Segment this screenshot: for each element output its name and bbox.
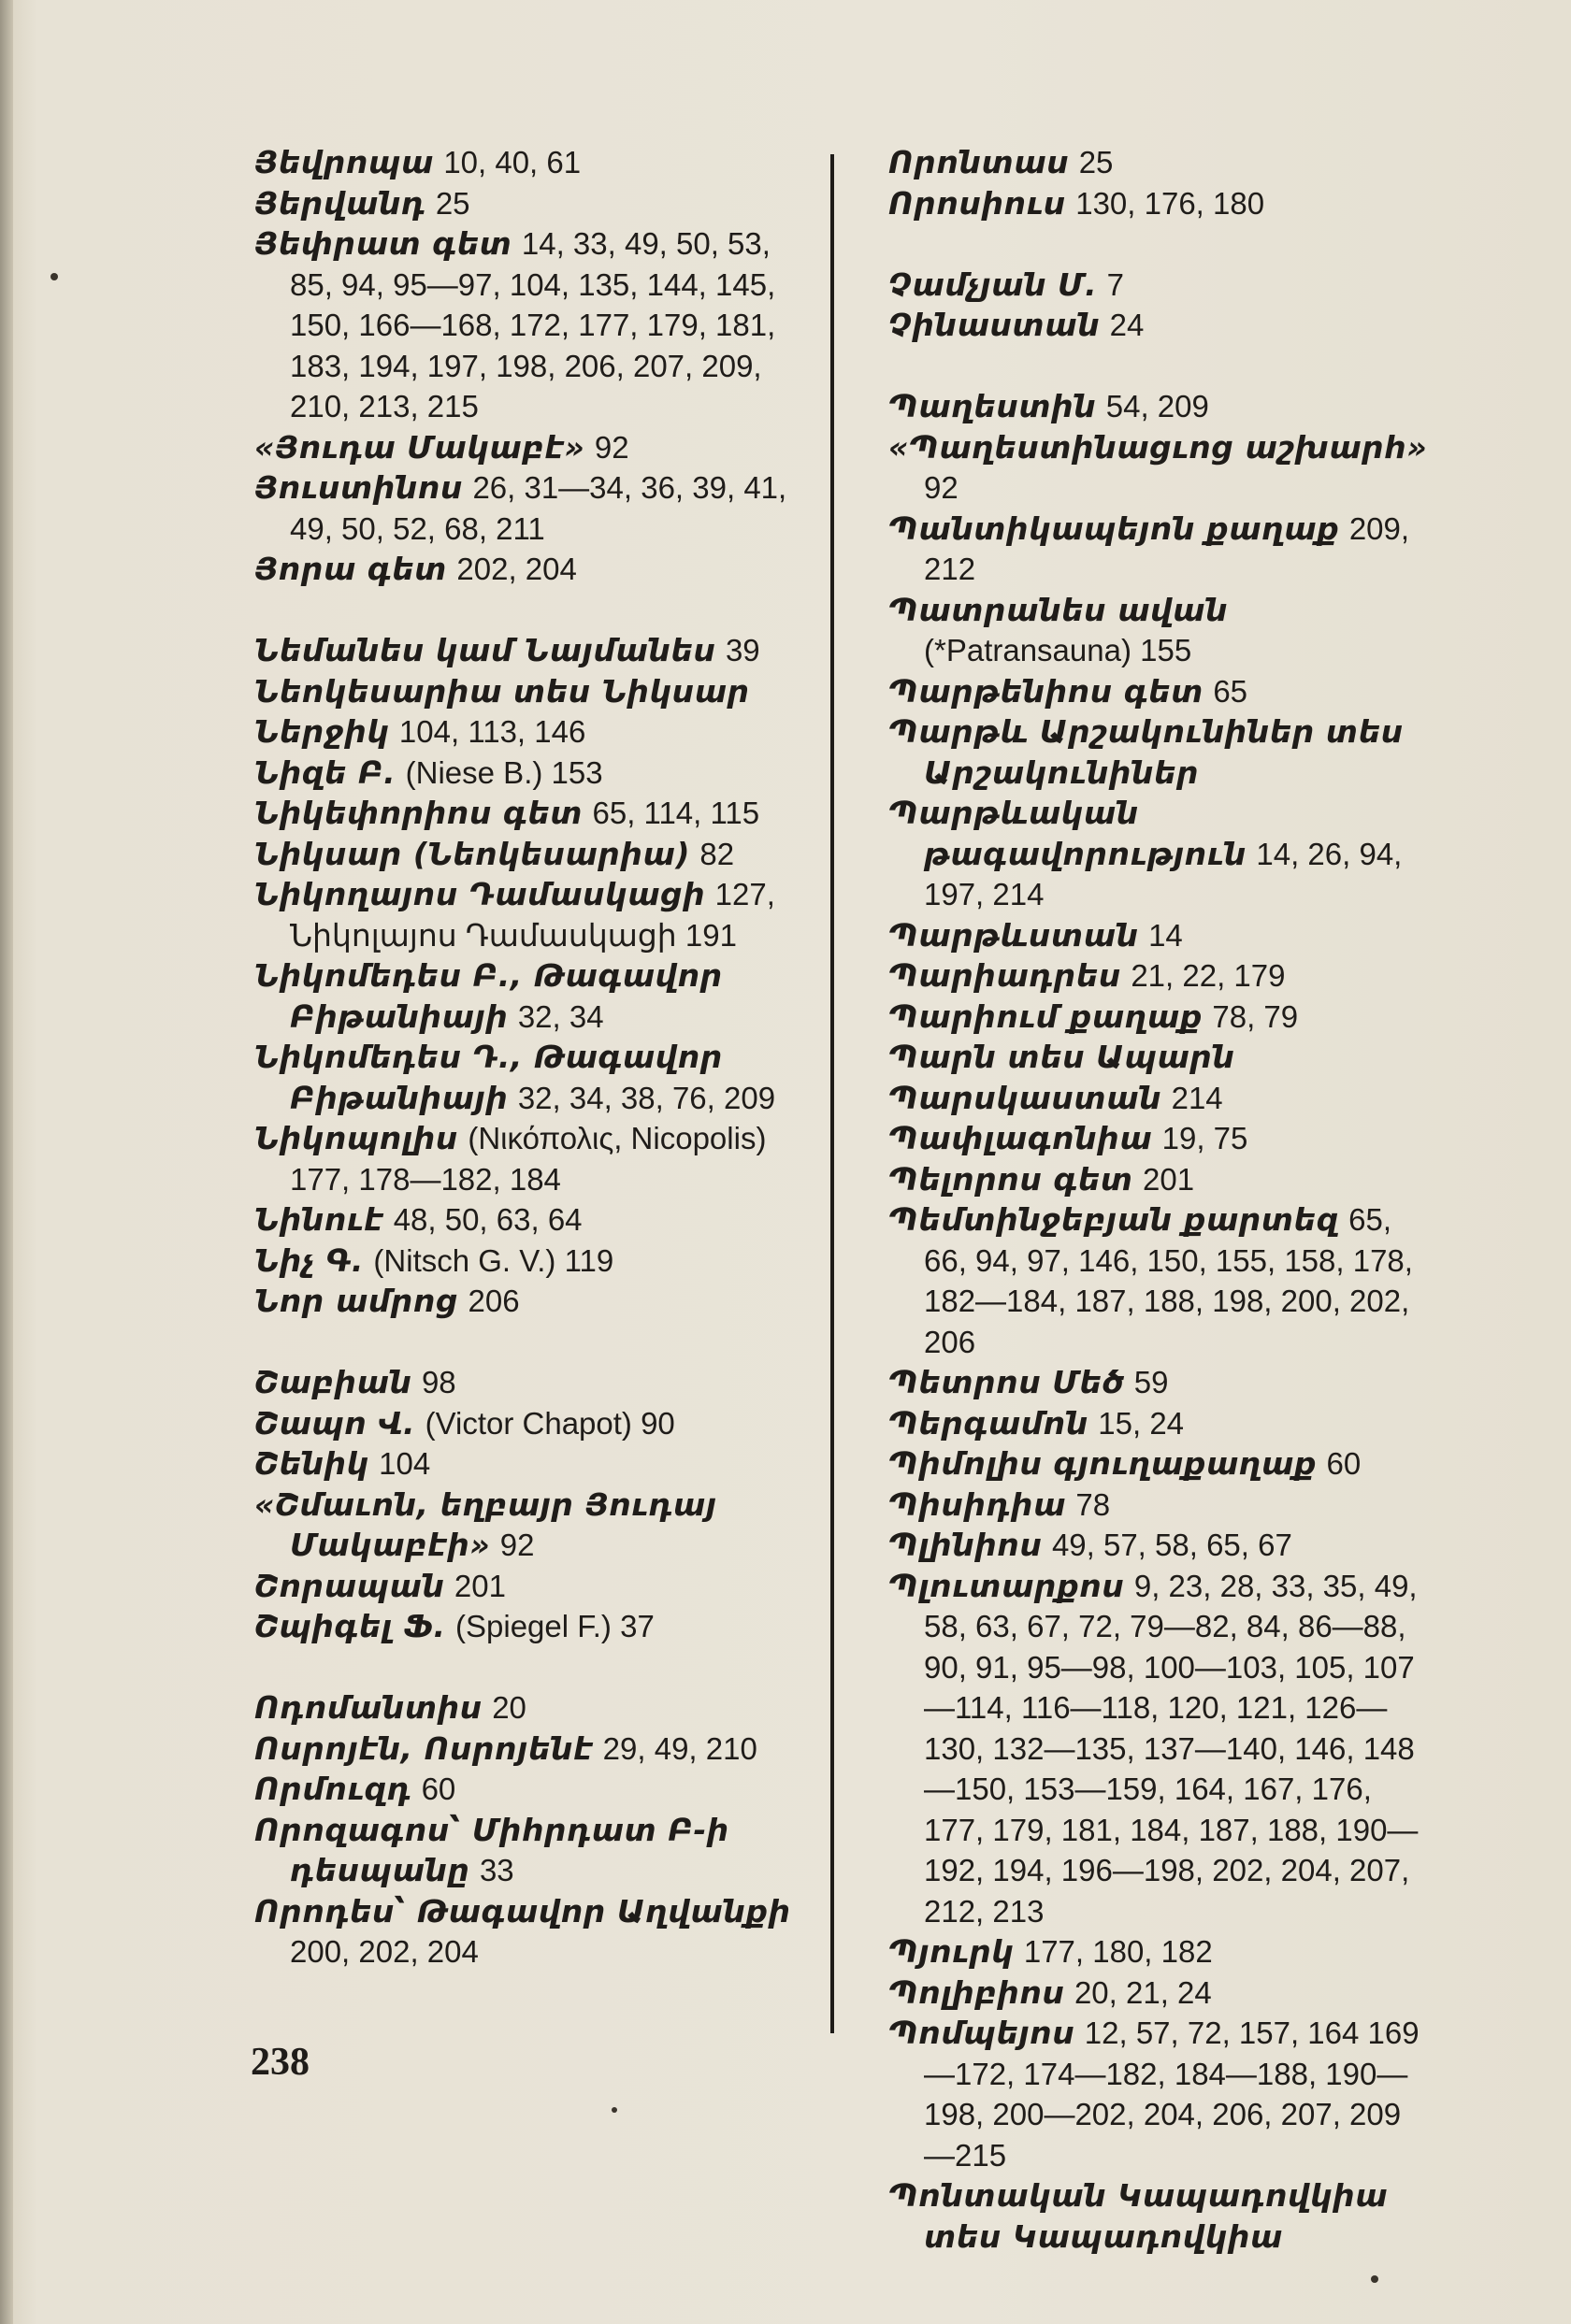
entry-page-refs: 7 <box>1106 266 1125 302</box>
entry-heading: Նինուէ <box>254 1201 384 1238</box>
entry-page-refs: 39 <box>725 633 760 667</box>
entry-heading: Որոնտաս <box>888 144 1070 180</box>
entry-heading: Ոսրոյէն, Ոսրոյենէ <box>254 1729 594 1767</box>
entry-page-refs: 209, 212 <box>924 510 1410 586</box>
entry-heading: Նեոկեսարիա տես Նիկսար <box>254 672 750 710</box>
entry-page-refs: 19, 75 <box>1161 1121 1248 1155</box>
index-entry <box>254 1037 815 1118</box>
entry-heading: Յեվրոպա <box>254 144 434 180</box>
entry-heading: Պարսկաստան <box>888 1079 1162 1116</box>
entry-page-refs: 32, 34, 38, 76, 209 <box>517 1080 776 1115</box>
entry-page-refs: 65, 66, 94, 97, 146, 150, 155, 158, 178, 182—184, 187, 188, 198, 200, 202, 206 <box>924 1202 1413 1359</box>
entry-heading: Պելորոս գետ <box>888 1160 1133 1198</box>
index-entry <box>888 1403 1431 1444</box>
index-entry <box>254 711 815 753</box>
index-entry <box>888 955 1431 997</box>
entry-heading: Չինաստան <box>888 307 1101 343</box>
section-gap <box>888 223 1431 265</box>
entry-page-refs: 214 <box>1171 1080 1223 1115</box>
section-gap <box>254 590 815 631</box>
index-entry <box>254 183 815 224</box>
entry-heading: Նիկսար (Նեոկեսարիա) <box>254 835 690 872</box>
entry-heading: Շպիգել Ֆ. <box>254 1608 446 1644</box>
column-divider <box>830 154 834 2033</box>
paper-speck <box>50 273 58 280</box>
entry-page-refs: 21, 22, 179 <box>1131 958 1286 993</box>
entry-page-refs: 14, 33, 49, 50, 53, 85, 94, 95—97, 104, 135, 144, 145, 150, 166—168, 172, 177, 179, 181, 183, 194, 197, 198, 206, 207, 209, 210, 213, 215 <box>290 226 776 423</box>
index-entry <box>888 1037 1431 1078</box>
index-entry <box>254 874 815 955</box>
entry-page-refs: 104, 113, 146 <box>398 714 586 749</box>
entry-page-refs: 206 <box>468 1284 520 1318</box>
entry-page-refs: 78 <box>1075 1486 1111 1522</box>
entry-page-refs: 65, 114, 115 <box>592 796 760 830</box>
index-entry <box>254 630 815 671</box>
book-spine-shadow <box>0 0 13 2324</box>
entry-page-refs: (Niese B.) 153 <box>405 754 603 790</box>
index-entry <box>888 1362 1431 1403</box>
entry-page-refs: 201 <box>454 1568 506 1603</box>
entry-page-refs: 26, 31—34, 36, 39, 41, 49, 50, 52, 68, 211 <box>290 470 787 546</box>
index-entry <box>888 793 1431 915</box>
section-gap <box>888 346 1431 387</box>
index-entry <box>254 1199 815 1241</box>
entry-page-refs: 14 <box>1148 917 1183 953</box>
entry-heading: Նիկողայոս Դամասկացի <box>254 876 706 912</box>
entry-page-refs: 92 <box>499 1528 535 1562</box>
entry-page-refs: 82 <box>699 836 735 871</box>
entry-heading: Պարթևստան <box>888 916 1139 954</box>
entry-heading: Պերգամոն <box>888 1404 1088 1442</box>
entry-page-refs: 49, 57, 58, 65, 67 <box>1051 1528 1292 1562</box>
entry-page-refs: (Νικόπολις, Nicopolis) 177, 178—182, 184 <box>290 1121 767 1197</box>
entry-page-refs: 130, 176, 180 <box>1075 185 1265 221</box>
index-entry <box>888 305 1431 346</box>
entry-heading: Պաղեստին <box>888 388 1097 424</box>
index-entry <box>254 1281 815 1322</box>
entry-page-refs: (Victor Chapot) 90 <box>425 1405 675 1441</box>
entry-page-refs: 60 <box>1326 1446 1362 1481</box>
entry-page-refs: 92 <box>594 429 629 465</box>
entry-heading: Չամչյան Մ. <box>888 265 1098 303</box>
entry-heading: Պափլագոնիա <box>888 1120 1153 1156</box>
entry-heading: Նիկոպոլիս <box>254 1120 458 1156</box>
index-entry <box>254 1687 815 1729</box>
entry-heading: Որոդես՝ Թագավոր Աղվանքի <box>254 1892 791 1929</box>
entry-page-refs: 60 <box>421 1772 456 1806</box>
index-entry <box>254 1403 815 1444</box>
entry-heading: Նիկեփորիոս գետ <box>254 795 583 831</box>
entry-heading: Պարն տես Ապարն <box>888 1039 1235 1075</box>
index-entry <box>254 1566 815 1607</box>
entry-page-refs: 92 <box>924 470 958 505</box>
index-entry <box>254 1241 815 1282</box>
index-entry <box>254 793 815 834</box>
index-entry <box>888 2013 1431 2175</box>
entry-heading: «Յուդա Մակաբէ» <box>254 428 585 466</box>
index-entry <box>254 142 815 183</box>
entry-page-refs: 127, Նիկոլայոս Դամասկացի 191 <box>290 877 775 953</box>
index-entry <box>888 1118 1431 1159</box>
entry-page-refs: 32, 34 <box>517 998 604 1034</box>
entry-heading: Պիմոլիս գյուղաքաղաք <box>888 1445 1318 1482</box>
index-entry <box>254 1485 815 1566</box>
index-entry <box>888 265 1431 306</box>
entry-page-refs: (Spiegel F.) 37 <box>455 1609 655 1643</box>
entry-heading: Շաբիան <box>254 1364 412 1400</box>
paper-speck <box>1371 2275 1378 2283</box>
entry-heading: Յորա գետ <box>254 551 447 587</box>
entry-heading: Որմուզդ <box>254 1771 412 1807</box>
index-entry <box>888 1566 1431 1932</box>
index-entry <box>888 711 1431 793</box>
entry-page-refs: 65 <box>1213 673 1248 709</box>
entry-heading: Նիկոմեդես Բ., Թագավոր Բիթանիայի <box>254 957 723 1035</box>
index-entry <box>254 671 815 712</box>
index-column-left <box>254 142 815 1973</box>
index-entry <box>888 386 1431 427</box>
index-entry <box>888 142 1431 183</box>
entry-heading: «Շմաւոն, եղբայր Յուդայ Մակաբէի» <box>254 1485 717 1563</box>
index-entry <box>254 834 815 875</box>
index-entry <box>254 753 815 794</box>
index-entry <box>254 1769 815 1810</box>
entry-heading: Նիզե Բ. <box>254 753 396 791</box>
entry-page-refs: 98 <box>421 1365 456 1399</box>
index-entry <box>888 1199 1431 1362</box>
index-entry <box>888 2175 1431 2257</box>
entry-page-refs: 25 <box>435 185 470 221</box>
entry-page-refs: 29, 49, 210 <box>602 1730 757 1766</box>
entry-heading: «Պաղեստինացւոց աշխարհ» <box>888 428 1428 466</box>
index-entry <box>888 1931 1431 1973</box>
entry-heading: Շապո Վ. <box>254 1404 416 1442</box>
entry-page-refs: 48, 50, 63, 64 <box>393 1202 583 1237</box>
entry-heading: Նոր ամրոց <box>254 1283 458 1319</box>
index-entry <box>888 1485 1431 1526</box>
index-column-right <box>888 142 1431 2257</box>
entry-heading: Պարթևական թագավորություն <box>888 795 1247 872</box>
entry-heading: Շենիկ <box>254 1445 369 1482</box>
entry-heading: Պարիում քաղաք <box>888 997 1203 1035</box>
index-entry <box>254 1118 815 1199</box>
entry-page-refs: 54, 209 <box>1105 389 1209 423</box>
index-entry <box>254 427 815 468</box>
index-entry <box>888 183 1431 224</box>
entry-page-refs: 12, 57, 72, 157, 164 169—172, 174—182, 184—188, 190—198, 200—202, 204, 206, 207, 209—215 <box>924 2016 1420 2173</box>
index-entry <box>254 1606 815 1647</box>
entry-heading: Պոմպեյոս <box>888 2015 1075 2051</box>
index-entry <box>254 1891 815 1973</box>
entry-heading: Յեփրատ գետ <box>254 225 512 262</box>
entry-page-refs: 24 <box>1109 308 1145 342</box>
entry-page-refs: 9, 23, 28, 33, 35, 49, 58, 63, 67, 72, 79—82, 84, 86—88, 90, 91, 95—98, 100—103, 105, 107—114, 116—118, 120, 121, 126—130, 132—135, 137—140, 146, 148—150, 153—159, 164, 167, 176, 177, 179, 181, 184, 187, 188, 190—192, 194, 196—198, 202, 204, 207, 212, 213 <box>924 1568 1419 1929</box>
entry-heading: Պլուտարքոս <box>888 1567 1125 1604</box>
entry-heading: Նիկոմեդես Դ., Թագավոր Բիթանիայի <box>254 1039 723 1116</box>
entry-heading: Պլինիոս <box>888 1527 1043 1563</box>
entry-page-refs: 202, 204 <box>456 552 577 586</box>
entry-heading: Պարթև Արշակունիներ տես Արշակունիներ <box>888 713 1404 791</box>
index-entry <box>254 1362 815 1403</box>
entry-heading: Պիսիդիա <box>888 1485 1066 1523</box>
index-entry <box>888 915 1431 956</box>
entry-heading: Պարթենիոս գետ <box>888 672 1203 710</box>
index-entry <box>254 1729 815 1770</box>
index-entry <box>888 1525 1431 1566</box>
entry-page-refs: 20, 21, 24 <box>1074 1974 1212 2010</box>
index-entry <box>254 467 815 549</box>
entry-heading: Որոզագոս՝ Միհրդատ Բ-ի դեսպանը <box>254 1811 729 1888</box>
entry-heading: Պոնտական Կապադովկիա տես Կապադովկիա <box>888 2177 1389 2255</box>
entry-heading: Պյուրկ <box>888 1933 1015 1970</box>
entry-page-refs: 15, 24 <box>1098 1405 1185 1441</box>
index-entry <box>254 1443 815 1485</box>
index-entry <box>254 223 815 427</box>
entry-heading: Որոսիուս <box>888 184 1066 222</box>
paper-speck <box>612 2107 617 2113</box>
entry-page-refs: 78, 79 <box>1212 998 1299 1034</box>
entry-heading: Ոդոմանտիս <box>254 1689 483 1726</box>
entry-heading: Նիչ Գ. <box>254 1241 364 1279</box>
page-number: 238 <box>251 2041 310 2084</box>
entry-heading: Պեմտինջեբյան քարտեզ <box>888 1201 1339 1238</box>
entry-heading: Շորապան <box>254 1567 445 1604</box>
entry-heading: Նեմանես կամ Նայմանես <box>254 632 716 668</box>
entry-page-refs: 200, 202, 204 <box>290 1934 479 1969</box>
index-entry <box>254 1810 815 1891</box>
entry-page-refs: 33 <box>479 1853 514 1887</box>
index-entry <box>888 1078 1431 1119</box>
entry-page-refs: 10, 40, 61 <box>443 145 582 179</box>
index-entry <box>888 671 1431 712</box>
entry-heading: Ներջիկ <box>254 713 390 750</box>
entry-heading: Պարիադրես <box>888 957 1121 994</box>
index-entry <box>888 997 1431 1038</box>
index-entry <box>888 590 1431 671</box>
index-entry <box>888 427 1431 509</box>
index-entry <box>888 1973 1431 2014</box>
index-entry <box>254 549 815 590</box>
entry-page-refs: (*Patransauna) 155 <box>924 633 1192 667</box>
entry-page-refs: 20 <box>492 1690 526 1725</box>
entry-page-refs: 25 <box>1078 145 1114 179</box>
entry-heading: Յերվանդ <box>254 184 426 222</box>
entry-heading: Պետրոս Մեծ <box>888 1364 1125 1400</box>
entry-heading: Պանտիկապեյոն քաղաք <box>888 509 1340 547</box>
entry-page-refs: 201 <box>1142 1161 1195 1197</box>
entry-page-refs: 14, 26, 94, 197, 214 <box>924 836 1403 911</box>
entry-heading: Պատրանես ավան <box>888 591 1229 628</box>
section-gap <box>254 1647 815 1688</box>
entry-page-refs: (Nitsch G. V.) 119 <box>373 1242 614 1278</box>
entry-heading: Պոլիբիոս <box>888 1973 1065 2011</box>
section-gap <box>254 1322 815 1363</box>
index-entry <box>888 1443 1431 1485</box>
index-entry <box>888 1159 1431 1200</box>
entry-page-refs: 59 <box>1133 1365 1169 1399</box>
index-entry <box>888 509 1431 590</box>
entry-page-refs: 177, 180, 182 <box>1023 1934 1213 1969</box>
index-entry <box>254 955 815 1037</box>
entry-heading: Յուստինոս <box>254 469 463 506</box>
entry-page-refs: 104 <box>379 1446 431 1481</box>
